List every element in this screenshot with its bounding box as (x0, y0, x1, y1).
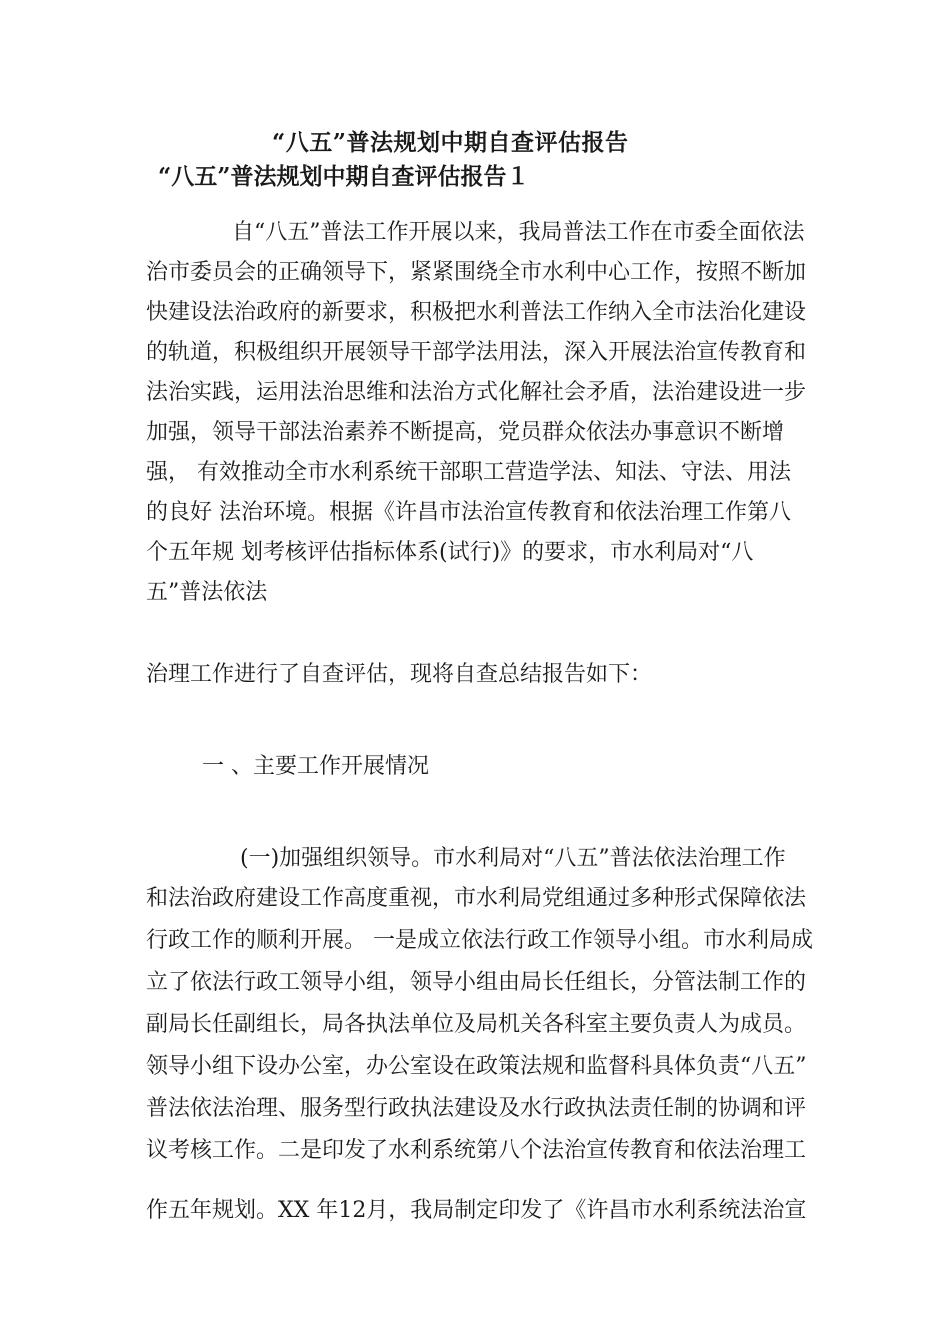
paragraph-line: 治理工作进行了自查评估，现将自查总结报告如下： (146, 662, 653, 687)
document-subtitle: “八五”普法规划中期自查评估报告１ (158, 163, 530, 190)
paragraph-line: 领导小组下设办公室，办公室设在政策法规和监督科具体负责“八五” (146, 1054, 807, 1079)
paragraph-line: (一)加强组织领导。市水利局对“八五”普法依法治理工作 (240, 846, 786, 871)
paragraph-line: 和法治政府建设工作高度重视，市水利局党组通过多种形式保障依法 (146, 886, 807, 911)
paragraph-line: 治市委员会的正确领导下，紧紧围绕全市水利中心工作，按照不断加 (146, 260, 807, 285)
paragraph-line: 个五年规 划考核评估指标体系(试行)》的要求，市水利局对“八 (146, 540, 754, 565)
paragraph-line: 行政工作的顺利开展。 一是成立依法行政工作领导小组。市水利局成 (146, 928, 813, 953)
paragraph-line: 加强，领导干部法治素养不断提高，党员群众依法办事意识不断增 (146, 420, 785, 445)
paragraph-line: 普法依法治理、服务型行政执法建设及水行政执法责任制的协调和评 (146, 1096, 807, 1121)
paragraph-line: 立了依法行政工领导小组，领导小组由局长任组长，分管法制工作的 (146, 970, 807, 995)
paragraph-line: 的轨道，积极组织开展领导干部学法用法，深入开展法治宣传教育和 (146, 340, 807, 365)
paragraph-line: 的良好 法治环境。根据《许昌市法治宣传教育和依法治理工作第八 (146, 500, 791, 525)
paragraph-line: 自“八五”普法工作开展以来，我局普法工作在市委全面依法 (232, 220, 805, 245)
paragraph-line: 议考核工作。二是印发了水利系统第八个法治宣传教育和依法治理工 (146, 1138, 807, 1163)
paragraph-line: 副局长任副组长，局各执法单位及局机关各科室主要负责人为成员。 (146, 1012, 807, 1037)
paragraph-line: 作五年规划。XX 年12月，我局制定印发了《许昌市水利系统法治宣 (146, 1198, 807, 1223)
section-heading: 一 、主要工作开展情况 (202, 754, 429, 779)
paragraph-line: 五”普法依法 (146, 580, 268, 605)
paragraph-line: 快建设法治政府的新要求，积极把水利普法工作纳入全市法治化建设 (146, 300, 807, 325)
paragraph-line: 法治实践，运用法治思维和法治方式化解社会矛盾，法治建设进一步 (146, 380, 807, 405)
document-title: “八五”普法规划中期自查评估报告 (272, 129, 629, 156)
paragraph-line: 强， 有效推动全市水利系统干部职工营造学法、知法、守法、用法 (146, 460, 791, 485)
